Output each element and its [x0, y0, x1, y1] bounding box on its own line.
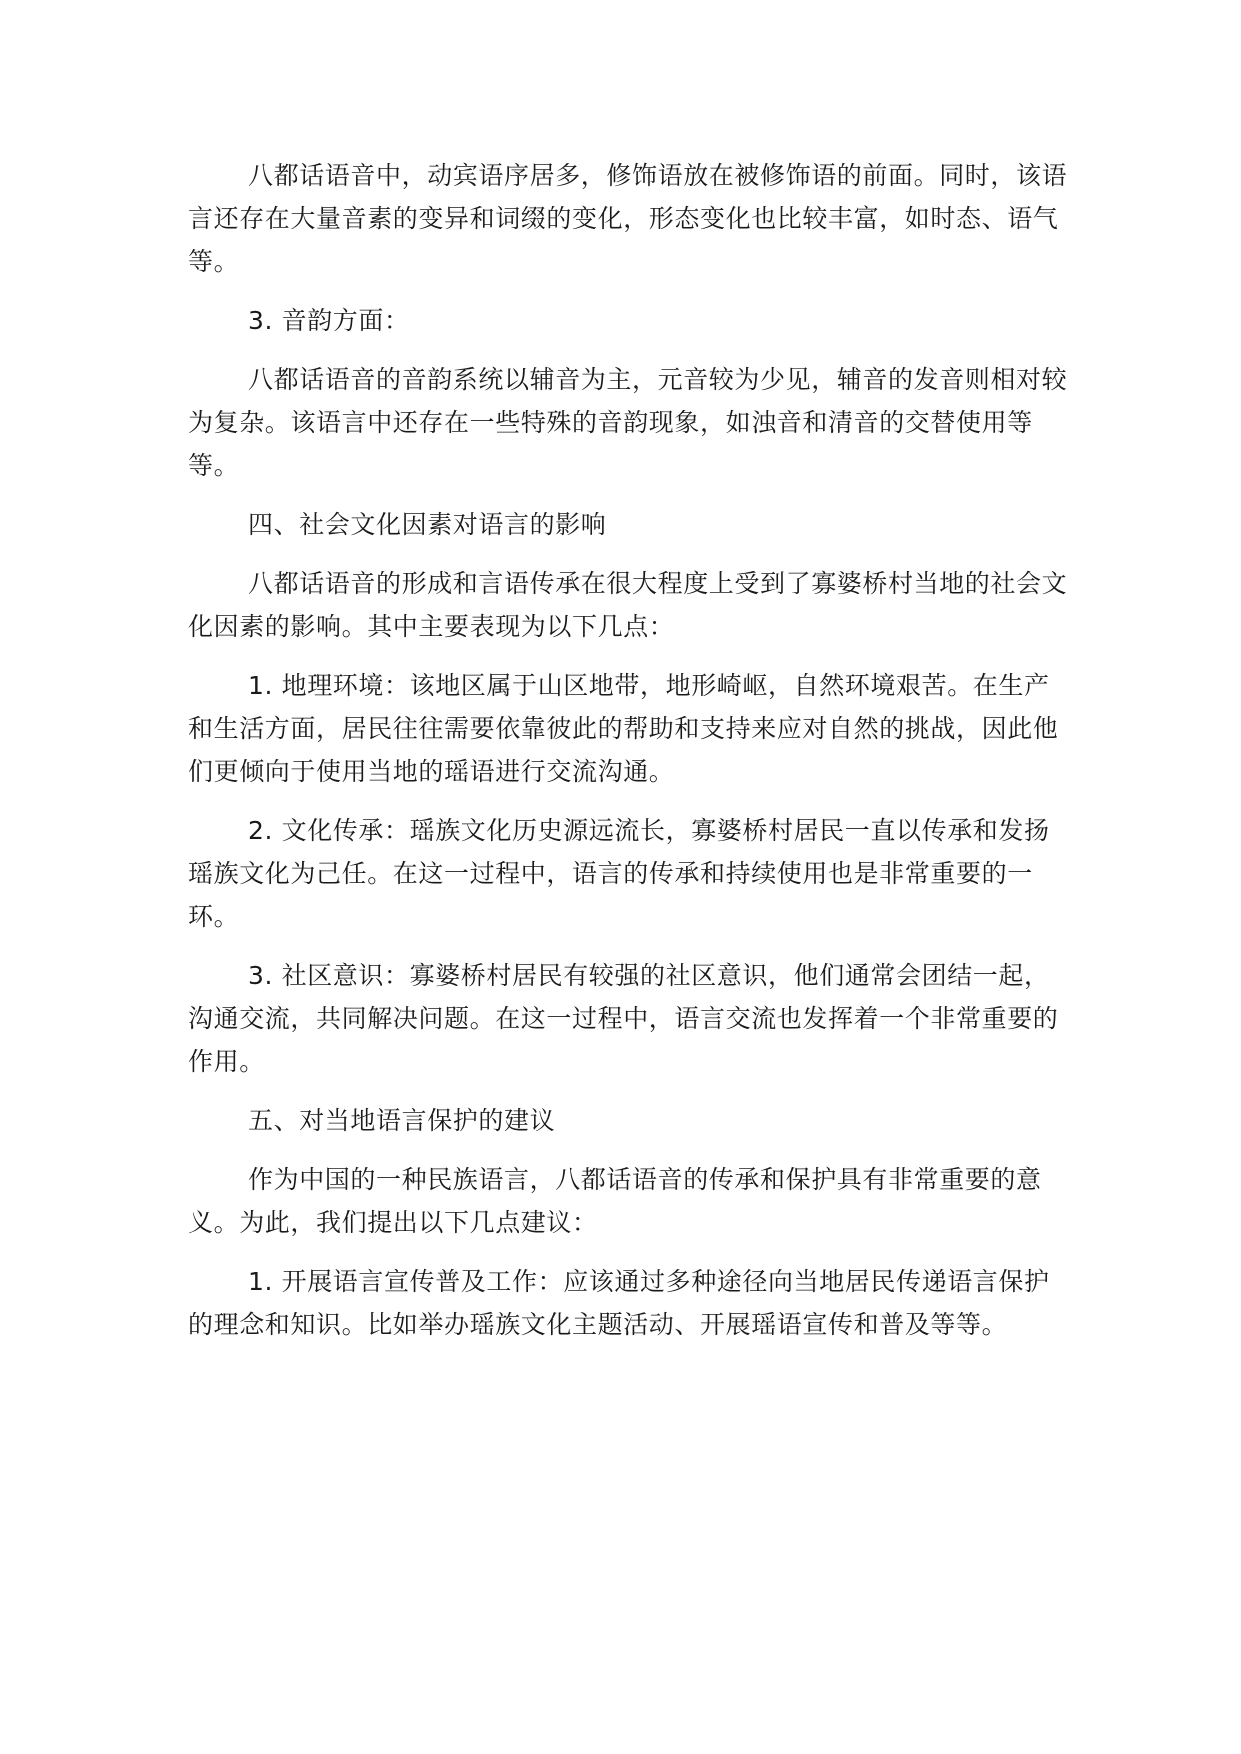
list-item-community-awareness: 3. 社区意识：寡婆桥村居民有较强的社区意识，他们通常会团结一起，沟通交流，共同解决问题。在这一过程中，语言交流也发挥着一个非常重要的作用。: [188, 961, 1059, 1076]
document-body: [188, 154, 1068, 1362]
paragraph-grammar-continued: 八都话语音中，动宾语序居多，修饰语放在被修饰语的前面。同时，该语言还存在大量音素的变异和词缀的变化，形态变化也比较丰富，如时态、语气等。: [188, 161, 1068, 276]
paragraph-social-culture-intro: 八都话语音的形成和言语传承在很大程度上受到了寡婆桥村当地的社会文化因素的影响。其中主要表现为以下几点：: [188, 569, 1068, 641]
paragraph-protection-intro: 作为中国的一种民族语言，八都话语音的传承和保护具有非常重要的意义。为此，我们提出以下几点建议：: [188, 1165, 1042, 1237]
subheading-phonology: 3. 音韵方面：: [248, 306, 410, 335]
section-heading-social-culture: 四、社会文化因素对语言的影响: [248, 510, 607, 539]
list-item-language-promotion: 1. 开展语言宣传普及工作：应该通过多种途径向当地居民传递语言保护的理念和知识。比如举办瑶族文化主题活动、开展瑶语宣传和普及等等。: [188, 1267, 1050, 1339]
paragraph-phonology: 八都话语音的音韵系统以辅音为主，元音较为少见，辅音的发音则相对较为复杂。该语言中还存在一些特殊的音韵现象，如浊音和清音的交替使用等等。: [188, 365, 1068, 480]
section-heading-protection-suggestions: 五、对当地语言保护的建议: [248, 1106, 556, 1135]
list-item-cultural-heritage: 2. 文化传承：瑶族文化历史源远流长，寡婆桥村居民一直以传承和发扬瑶族文化为己任。在这一过程中，语言的传承和持续使用也是非常重要的一环。: [188, 816, 1050, 931]
list-item-geography: 1. 地理环境：该地区属于山区地带，地形崎岖，自然环境艰苦。在生产和生活方面，居民往往需要依靠彼此的帮助和支持来应对自然的挑战，因此他们更倾向于使用当地的瑶语进行交流沟通。: [188, 671, 1059, 786]
